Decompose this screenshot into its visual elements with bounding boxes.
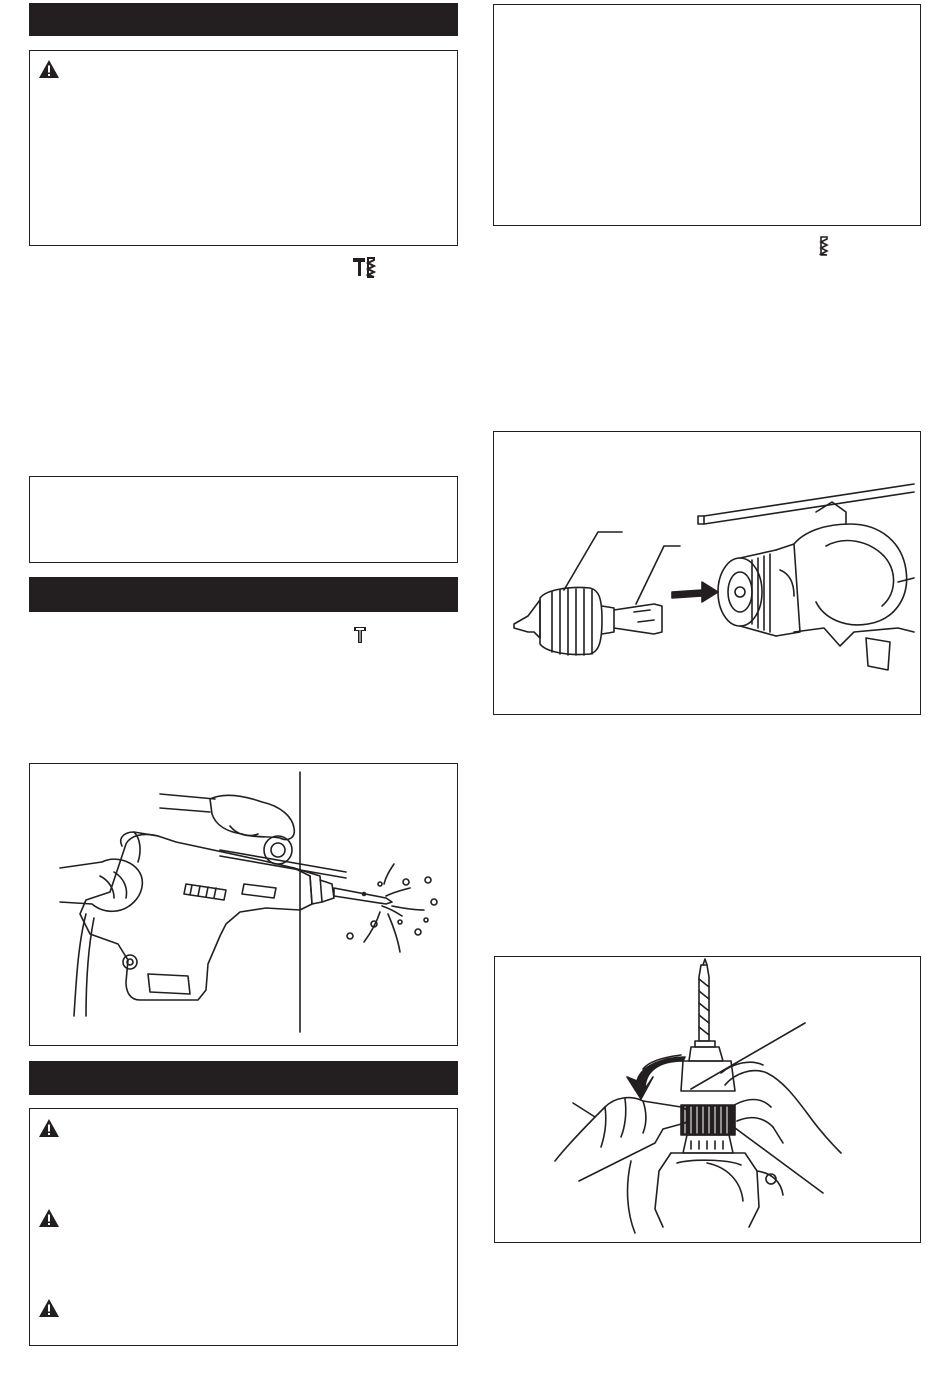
chipping-operation-illustration [30, 764, 456, 1044]
note-box-right [493, 4, 921, 226]
warning-box-1 [29, 50, 458, 246]
warning-triangle-icon [38, 1298, 60, 1318]
rotation-only-mode-icon [819, 236, 829, 256]
chipping-operation-figure [29, 763, 458, 1046]
section-header-bar-1 [29, 3, 458, 36]
hammer-drill-mode-icon [352, 256, 378, 278]
section-header-bar-3 [29, 1061, 458, 1095]
chuck-adapter-figure [493, 431, 921, 715]
keyless-chuck-tightening-illustration [495, 957, 919, 1241]
section-header-bar-2 [29, 577, 458, 612]
note-box-left [29, 476, 458, 563]
warning-box-2 [29, 1108, 458, 1346]
chuck-adapter-installation-illustration [494, 432, 919, 713]
warning-triangle-icon [38, 1118, 60, 1138]
warning-triangle-icon [38, 1208, 60, 1228]
keyless-chuck-figure [494, 956, 921, 1243]
warning-triangle-icon [38, 59, 60, 79]
hammer-only-mode-icon [353, 626, 367, 644]
